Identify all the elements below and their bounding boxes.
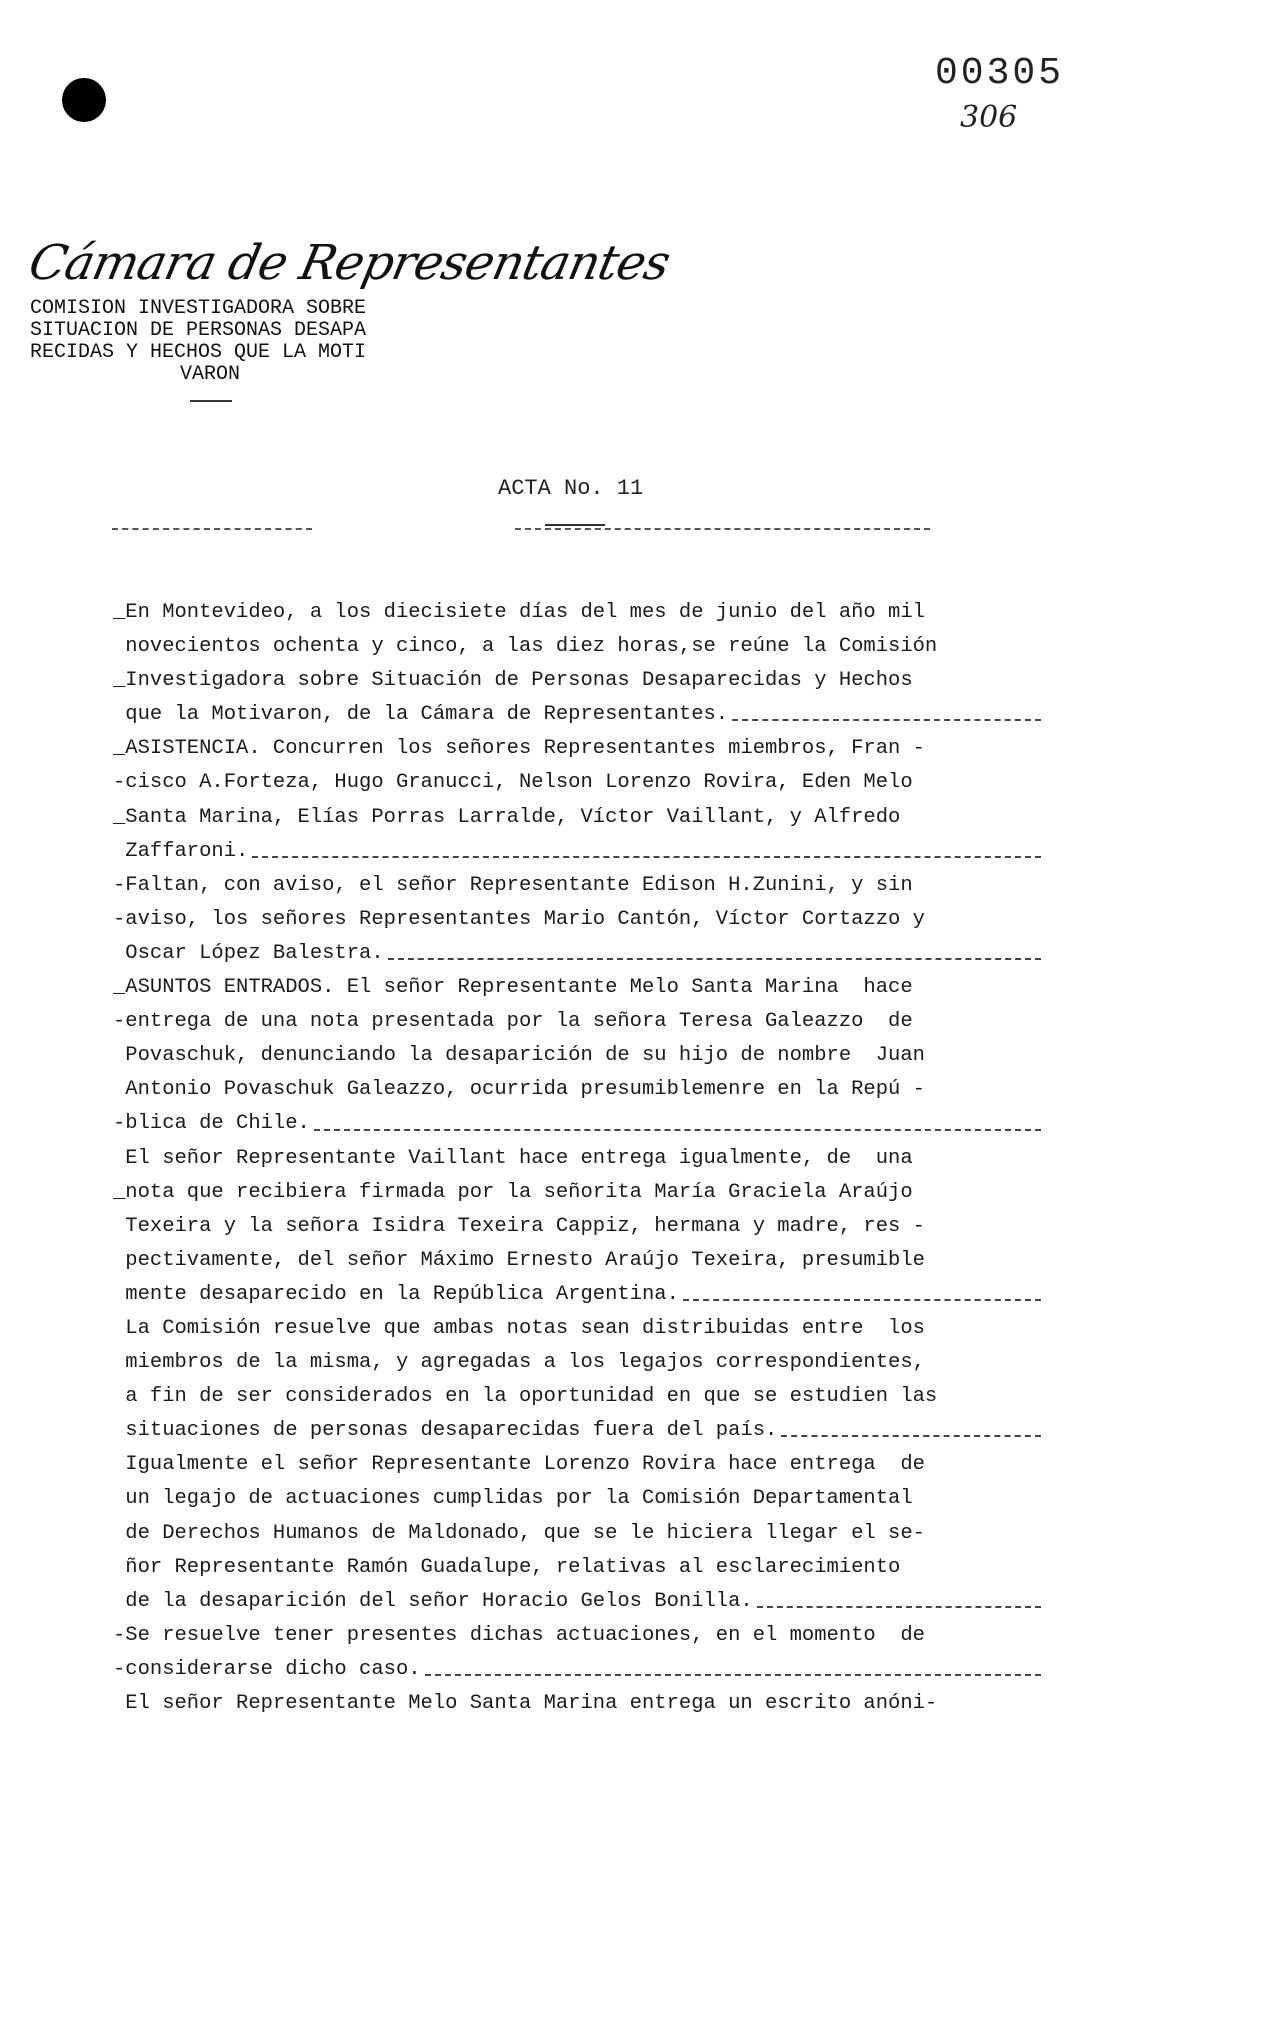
- body-line: [113, 1619, 1043, 1653]
- body-line-text: Texeira y la señora Isidra Texeira Cappiz, hermana y madre, res -: [113, 1214, 925, 1238]
- body-line: [113, 1005, 1043, 1039]
- body-line-text: -blica de Chile.: [113, 1112, 310, 1136]
- body-line-text: -Faltan, con aviso, el señor Representante Edison H.Zunini, y sin: [113, 873, 913, 897]
- body-line: [113, 698, 1043, 732]
- body-line: [113, 630, 1043, 664]
- body-line: [113, 1244, 1043, 1278]
- commission-name: [30, 298, 450, 386]
- line-fill-dashes: [683, 1278, 1041, 1301]
- body-line-text: que la Motivaron, de la Cámara de Representantes.: [113, 703, 729, 727]
- body-line: [113, 1585, 1043, 1619]
- line-fill-dashes: [781, 1414, 1041, 1437]
- act-title-underline: [545, 524, 605, 526]
- body-line-text: miembros de la misma, y agregadas a los legajos correspondientes,: [113, 1351, 925, 1375]
- body-line-text: _ASUNTOS ENTRADOS. El señor Representante Melo Santa Marina hace: [113, 976, 913, 1000]
- body-line-text: -aviso, los señores Representantes Mario Cantón, Víctor Cortazzo y: [113, 907, 925, 931]
- body-line-text: El señor Representante Melo Santa Marina entrega un escrito anóni-: [113, 1692, 938, 1715]
- act-body: [113, 596, 1043, 1721]
- commission-underline: [190, 400, 232, 402]
- body-line-text: pectivamente, del señor Máximo Ernesto Araújo Texeira, presumible: [113, 1248, 925, 1272]
- commission-line: SITUACION DE PERSONAS DESAPA: [30, 319, 367, 342]
- body-line: [113, 1039, 1043, 1073]
- body-line-text: _Santa Marina, Elías Porras Larralde, Víctor Vaillant, y Alfredo: [113, 805, 901, 829]
- commission-line: COMISION INVESTIGADORA SOBRE: [30, 297, 367, 320]
- separator-dash-line: [112, 528, 312, 530]
- chamber-letterhead: Cámara de Representantes: [24, 235, 675, 291]
- folio-number: 00305: [935, 52, 1065, 95]
- body-line: [113, 1073, 1043, 1107]
- body-line: [113, 1448, 1043, 1482]
- line-fill-dashes: [388, 937, 1041, 960]
- body-line-text: Povaschuk, denunciando la desaparición de su hijo de nombre Juan: [113, 1044, 925, 1068]
- commission-line: VARON: [180, 363, 241, 386]
- body-line: [113, 1653, 1043, 1687]
- body-line: [113, 835, 1043, 869]
- punch-hole-mark: [62, 78, 106, 122]
- line-fill-dashes: [425, 1653, 1041, 1676]
- line-fill-dashes: [732, 698, 1041, 721]
- body-line: [113, 1346, 1043, 1380]
- act-title: ACTA No. 11: [498, 476, 644, 501]
- body-line-text: mente desaparecido en la República Argentina.: [113, 1282, 679, 1306]
- body-line-text: _Investigadora sobre Situación de Personas Desaparecidas y Hechos: [113, 669, 913, 693]
- body-line-text: Igualmente el señor Representante Lorenzo Rovira hace entrega de: [113, 1453, 925, 1477]
- body-line: [113, 1551, 1043, 1585]
- body-line-text: Zaffaroni.: [113, 839, 249, 863]
- body-line-text: _En Montevideo, a los diecisiete días del mes de junio del año mil: [113, 601, 925, 624]
- body-line-text: -Se resuelve tener presentes dichas actuaciones, en el momento de: [113, 1623, 925, 1647]
- body-line: [113, 801, 1043, 835]
- body-line: [113, 1414, 1043, 1448]
- separator-dash-line: [515, 528, 930, 530]
- commission-line: RECIDAS Y HECHOS QUE LA MOTI: [30, 341, 367, 364]
- line-fill-dashes: [252, 835, 1041, 858]
- body-line-text: de la desaparición del señor Horacio Gelos Bonilla.: [113, 1589, 753, 1613]
- body-line: [113, 869, 1043, 903]
- body-line-text: _ASISTENCIA. Concurren los señores Representantes miembros, Fran -: [113, 737, 925, 761]
- body-line-text: _nota que recibiera firmada por la señorita María Graciela Araújo: [113, 1180, 913, 1204]
- body-line: [113, 766, 1043, 800]
- body-line-text: El señor Representante Vaillant hace entrega igualmente, de una: [113, 1146, 913, 1170]
- body-line-text: de Derechos Humanos de Maldonado, que se le hiciera llegar el se-: [113, 1521, 925, 1545]
- body-line-text: La Comisión resuelve que ambas notas sean distribuidas entre los: [113, 1316, 925, 1340]
- body-line: [113, 1312, 1043, 1346]
- body-line: [113, 1687, 1043, 1721]
- body-line: [113, 1517, 1043, 1551]
- body-line-text: novecientos ochenta y cinco, a las diez horas,se reúne la Comisión: [113, 635, 938, 659]
- body-line-text: -considerarse dicho caso.: [113, 1657, 421, 1681]
- line-fill-dashes: [314, 1107, 1041, 1130]
- body-line: [113, 1380, 1043, 1414]
- line-fill-dashes: [757, 1585, 1041, 1608]
- body-line-text: -cisco A.Forteza, Hugo Granucci, Nelson Lorenzo Rovira, Eden Melo: [113, 771, 913, 795]
- body-line-text: ñor Representante Ramón Guadalupe, relativas al esclarecimiento: [113, 1555, 901, 1579]
- body-line: [113, 664, 1043, 698]
- body-line: [113, 596, 1043, 630]
- body-line-text: un legajo de actuaciones cumplidas por la Comisión Departamental: [113, 1487, 913, 1511]
- body-line: [113, 1107, 1043, 1141]
- body-line: [113, 1278, 1043, 1312]
- body-line-text: -entrega de una nota presentada por la señora Teresa Galeazzo de: [113, 1010, 913, 1034]
- body-line-text: situaciones de personas desaparecidas fuera del país.: [113, 1419, 778, 1443]
- body-line: [113, 971, 1043, 1005]
- body-line-text: a fin de ser considerados en la oportunidad en que se estudien las: [113, 1385, 938, 1409]
- body-line: [113, 1482, 1043, 1516]
- body-line: [113, 1210, 1043, 1244]
- body-line: [113, 937, 1043, 971]
- body-line: [113, 1176, 1043, 1210]
- body-line-text: Antonio Povaschuk Galeazzo, ocurrida presumiblemenre en la Repú -: [113, 1078, 925, 1102]
- body-line-text: Oscar López Balestra.: [113, 941, 384, 965]
- body-line: [113, 1142, 1043, 1176]
- body-line: [113, 903, 1043, 937]
- folio-handwritten-number: 306: [960, 100, 1018, 135]
- body-line: [113, 732, 1043, 766]
